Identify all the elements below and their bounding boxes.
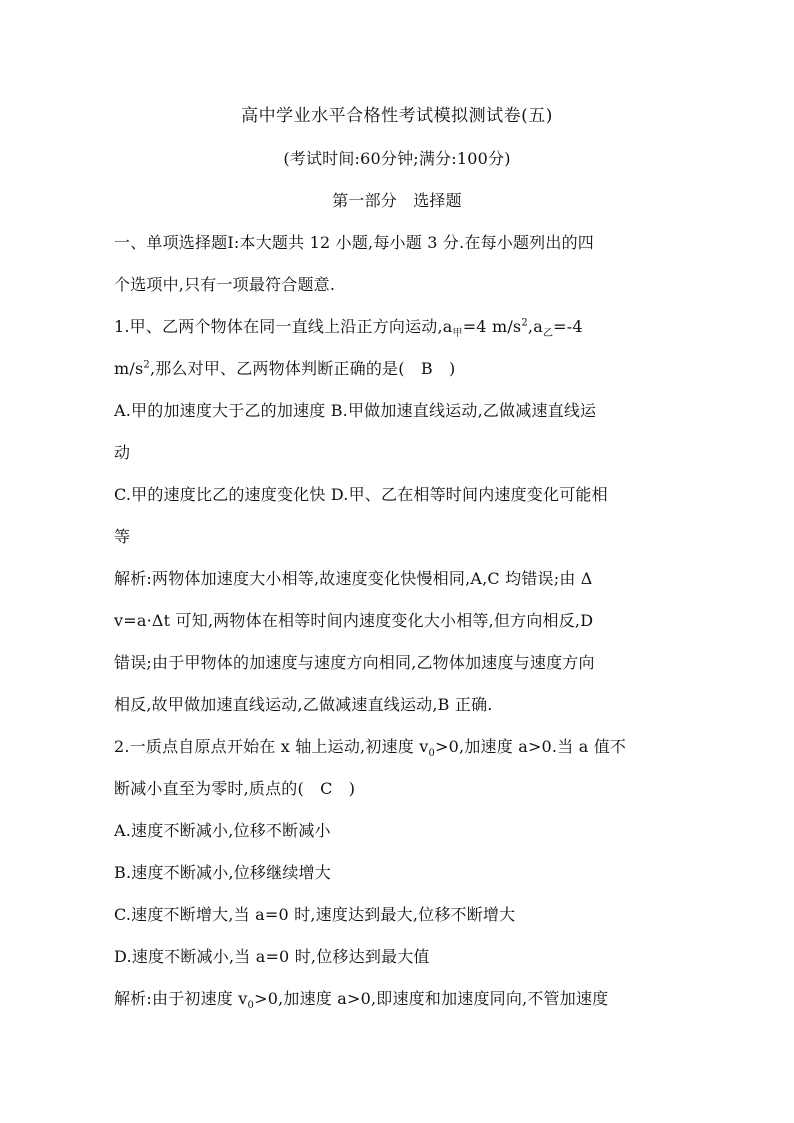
q1-options-line3: C.甲的速度比乙的速度变化快 D.甲、乙在相等时间内速度变化可能相 <box>114 485 608 504</box>
section-instruction-line1: 一、单项选择题Ⅰ:本大题共 12 小题,每小题 3 分.在每小题列出的四 <box>114 233 594 252</box>
q2-option-c: C.速度不断增大,当 a=0 时,速度达到最大,位移不断增大 <box>114 905 516 924</box>
q2-option-a: A.速度不断减小,位移不断减小 <box>114 821 331 840</box>
q1-analysis-line1: 解析:两物体加速度大小相等,故速度变化快慢相同,A,C 均错误;由 Δ <box>114 569 593 588</box>
q2-stem-text: 2.一质点自原点开始在 x 轴上运动,初速度 v <box>114 737 429 756</box>
q1-stem-text: 1.甲、乙两个物体在同一直线上沿正方向运动,a <box>114 317 453 336</box>
q1-sup-squared: 2 <box>143 359 150 371</box>
q2-stem-line2: 断减小直至为零时,质点的( C ) <box>114 779 356 798</box>
section-instruction-line2: 个选项中,只有一项最符合题意. <box>114 275 336 294</box>
q1-options-line1: A.甲的加速度大于乙的加速度 B.甲做加速直线运动,乙做减速直线运 <box>114 401 597 420</box>
q1-analysis-line2: v=a·Δt 可知,两物体在相等时间内速度变化大小相等,但方向相反,D <box>114 611 594 630</box>
exam-subtitle: (考试时间:60分钟;满分:100分) <box>283 149 511 168</box>
q2-sub-zero: 0 <box>247 1000 255 1012</box>
q1-sub-jia: 甲 <box>452 328 463 340</box>
q1-options-line2: 动 <box>114 443 131 462</box>
q1-stem-text: m/s <box>114 359 144 378</box>
q2-stem-text: >0,加速度 a>0.当 a 值不 <box>435 737 627 756</box>
q1-analysis-line3: 错误;由于甲物体的加速度与速度方向相同,乙物体加速度与速度方向 <box>114 653 595 672</box>
q1-stem-text: =4 m/s <box>462 317 522 336</box>
q2-analysis-text: 解析:由于初速度 v <box>114 989 248 1008</box>
q2-analysis-line1 <box>114 989 694 1012</box>
q1-analysis-line4: 相反,故甲做加速直线运动,乙做减速直线运动,B 正确. <box>114 695 493 714</box>
q2-analysis-text: >0,加速度 a>0,即速度和加速度同向,不管加速度 <box>254 989 609 1008</box>
part-heading: 第一部分 选择题 <box>332 191 462 210</box>
q1-stem-text: =-4 <box>553 317 583 336</box>
q1-stem-text: ,那么对甲、乙两物体判断正确的是( B ) <box>149 359 456 378</box>
exam-title: 高中学业水平合格性考试模拟测试卷(五) <box>241 106 553 126</box>
q2-sub-zero: 0 <box>428 748 436 760</box>
q1-sub-yi: 乙 <box>542 328 554 340</box>
q1-stem-line2 <box>114 359 694 379</box>
q1-stem-text: ,a <box>527 317 543 336</box>
q2-option-b: B.速度不断减小,位移继续增大 <box>114 863 331 882</box>
q1-stem-line1 <box>114 317 694 340</box>
q2-option-d: D.速度不断减小,当 a=0 时,位移达到最大值 <box>114 947 430 966</box>
q2-stem-line1 <box>114 737 694 760</box>
q1-options-line4: 等 <box>114 527 131 546</box>
q1-sup-squared: 2 <box>521 317 528 329</box>
